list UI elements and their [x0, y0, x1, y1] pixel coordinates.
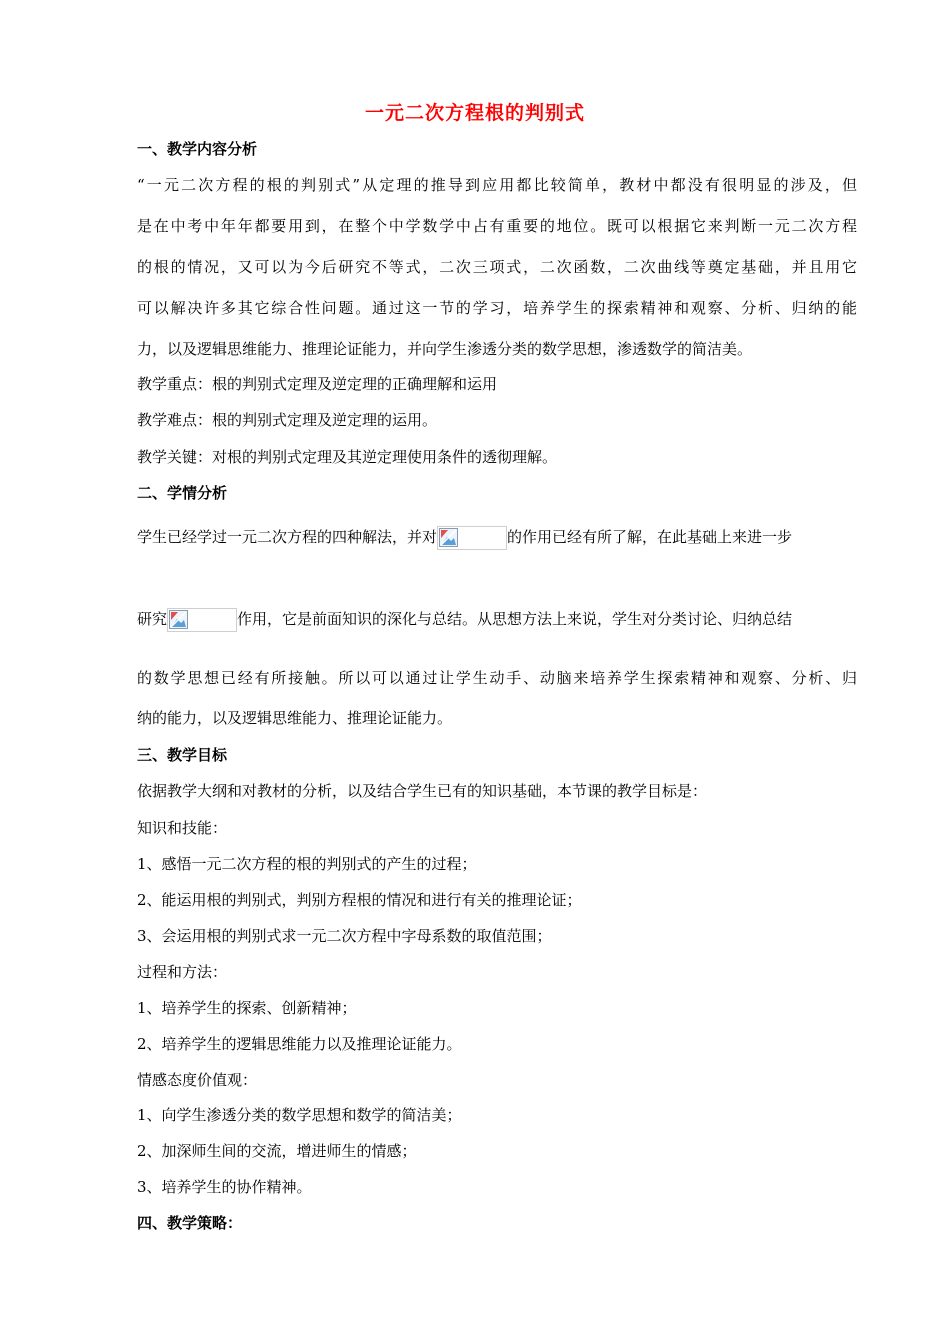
text-fragment: 学生已经学过一元二次方程的四种解法，并对 [137, 528, 438, 546]
section-heading-student-analysis: 二、学情分析 [137, 484, 228, 502]
paragraph-line: 是在中考中年年都要用到，在整个中学数学中占有重要的地位。既可以根据它来判断一元二次方程 [137, 217, 857, 235]
list-item: 1、向学生渗透分类的数学思想和数学的简洁美； [137, 1106, 462, 1124]
broken-image-icon [437, 526, 507, 550]
paragraph-line: 可以解决许多其它综合性问题。通过这一节的学习，培养学生的探索精神和观察、分析、归纳的能 [137, 299, 857, 317]
list-item: 3、会运用根的判别式求一元二次方程中字母系数的取值范围； [137, 927, 552, 945]
knowledge-skills-title: 知识和技能： [137, 819, 228, 837]
difficulty-line: 教学难点：根的判别式定理及逆定理的运用。 [137, 411, 438, 429]
key-line: 教学关键：对根的判别式定理及其逆定理使用条件的透彻理解。 [137, 448, 558, 466]
section-heading-strategy: 四、教学策略： [137, 1214, 243, 1232]
paragraph-line: “一元二次方程的根的判别式”从定理的推导到应用都比较简单，教材中都没有很明显的涉及，但 [137, 176, 857, 194]
list-item: 2、加深师生间的交流，增进师生的情感； [137, 1142, 417, 1160]
section-heading-objectives: 三、教学目标 [137, 746, 228, 764]
objectives-intro: 依据教学大纲和对教材的分析，以及结合学生已有的知识基础，本节课的教学目标是： [137, 782, 708, 800]
student-analysis-line-2 [137, 608, 857, 632]
student-analysis-line-3: 的数学思想已经有所接触。所以可以通过让学生动手、动脑来培养学生探索精神和观察、分析、归 [137, 669, 857, 687]
paragraph-line: 的根的情况，又可以为今后研究不等式，二次三项式，二次函数，二次曲线等奠定基础，并且用它 [137, 258, 857, 276]
paragraph-line: 力，以及逻辑思维能力、推理论证能力，并向学生渗透分类的数学思想，渗透数学的简洁美。 [137, 340, 753, 358]
text-fragment: 的作用已经有所了解，在此基础上来进一步 [507, 528, 793, 546]
list-item: 2、培养学生的逻辑思维能力以及推理论证能力。 [137, 1035, 462, 1053]
list-item: 1、培养学生的探索、创新精神； [137, 999, 357, 1017]
text-fragment: 研究 [137, 610, 168, 628]
student-analysis-line-1 [137, 526, 857, 550]
list-item: 2、能运用根的判别式，判别方程根的情况和进行有关的推理论证； [137, 891, 582, 909]
list-item: 3、培养学生的协作精神。 [137, 1178, 312, 1196]
document-title: 一元二次方程根的判别式 [364, 102, 585, 124]
student-analysis-line-4: 纳的能力，以及逻辑思维能力、推理论证能力。 [137, 709, 453, 727]
emotion-values-title: 情感态度价值观： [137, 1071, 258, 1089]
text-fragment: 作用，它是前面知识的深化与总结。从思想方法上来说，学生对分类讨论、归纳总结 [237, 610, 793, 628]
broken-image-icon [167, 608, 237, 632]
list-item: 1、感悟一元二次方程的根的判别式的产生的过程； [137, 855, 477, 873]
section-heading-content-analysis: 一、教学内容分析 [137, 140, 258, 158]
process-methods-title: 过程和方法： [137, 963, 228, 981]
key-point-line: 教学重点：根的判别式定理及逆定理的正确理解和运用 [137, 375, 498, 393]
